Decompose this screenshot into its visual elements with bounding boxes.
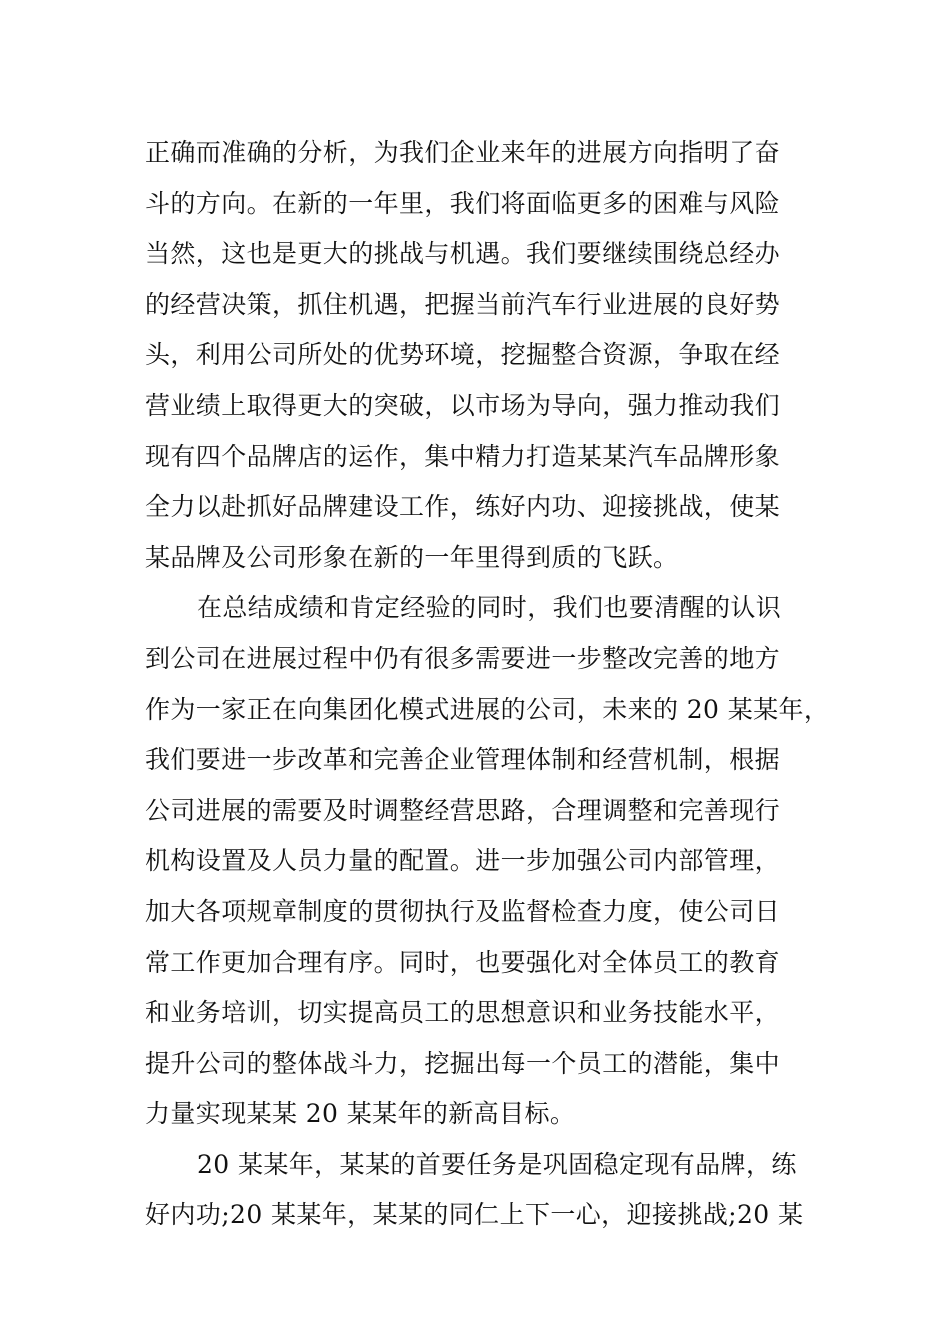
text-line: 现有四个品牌店的运作，集中精力打造某某汽车品牌形象: [145, 441, 781, 471]
text-line: 作为一家正在向集团化模式进展的公司，未来的 20 某某年，: [145, 694, 830, 724]
text-line: 某品牌及公司形象在新的一年里得到质的飞跃。: [145, 542, 679, 572]
text-line: 的经营决策，抓住机遇，把握当前汽车行业进展的良好势: [145, 289, 781, 319]
text-line: 公司进展的需要及时调整经营思路，合理调整和完善现行: [145, 795, 781, 825]
text-line: 机构设置及人员力量的配置。进一步加强公司内部管理，: [145, 846, 781, 876]
text-line: 到公司在进展过程中仍有很多需要进一步整改完善的地方: [145, 643, 781, 673]
text-line: 全力以赴抓好品牌建设工作，练好内功、迎接挑战，使某: [145, 492, 781, 522]
text-line: 20 某某年，某某的首要任务是巩固稳定现有品牌，练: [197, 1149, 797, 1179]
text-line: 力量实现某某 20 某某年的新高目标。: [145, 1099, 576, 1129]
document-body: [145, 128, 845, 1241]
text-line: 加大各项规章制度的贯彻执行及监督检查力度，使公司日: [145, 896, 781, 926]
paragraph-3: [145, 1140, 845, 1241]
text-line: 头，利用公司所处的优势环境，挖掘整合资源，争取在经: [145, 340, 781, 370]
text-line: 常工作更加合理有序。同时，也要强化对全体员工的教育: [145, 947, 781, 977]
paragraph-1: [145, 128, 845, 583]
text-line: 和业务培训，切实提高员工的思想意识和业务技能水平，: [145, 998, 781, 1028]
text-line: 斗的方向。在新的一年里，我们将面临更多的困难与风险: [145, 188, 781, 218]
text-line: 正确而准确的分析，为我们企业来年的进展方向指明了奋: [145, 138, 781, 167]
text-line: 营业绩上取得更大的突破，以市场为导向，强力推动我们: [145, 390, 781, 420]
text-line: 当然，这也是更大的挑战与机遇。我们要继续围绕总经办: [145, 239, 781, 269]
text-line: 好内功;20 某某年，某某的同仁上下一心，迎接挑战;20 某: [145, 1200, 804, 1230]
text-line: 在总结成绩和肯定经验的同时，我们也要清醒的认识: [197, 593, 782, 623]
text-line: 我们要进一步改革和完善企业管理体制和经营机制，根据: [145, 745, 781, 775]
paragraph-2: [145, 583, 845, 1140]
text-line: 提升公司的整体战斗力，挖掘出每一个员工的潜能，集中: [145, 1048, 781, 1078]
